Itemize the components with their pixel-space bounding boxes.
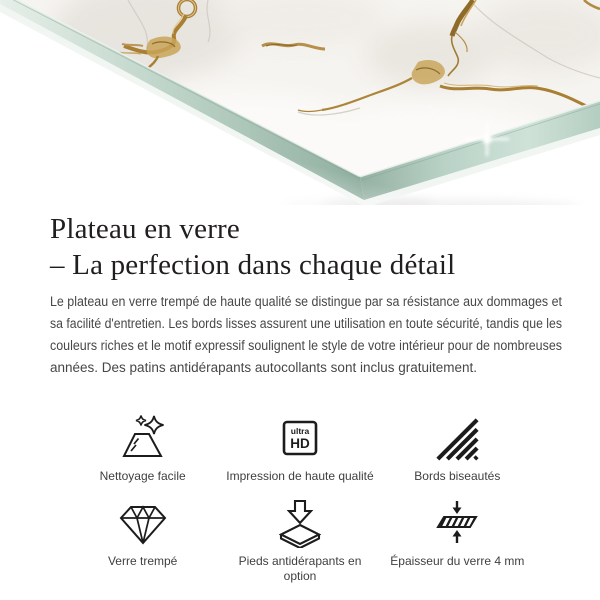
feature-beveled-edges	[379, 415, 536, 484]
feature-glass-thickness	[379, 500, 536, 584]
beveled-edges-icon	[434, 415, 480, 461]
page-title	[50, 211, 550, 283]
feature-label: Impression de haute qualité	[226, 469, 374, 483]
feature-label: Pieds antidérapants en option	[238, 554, 362, 583]
description-line: Le plateau en verre trempé de haute qualité se distingue par sa résistance aux dommages et	[50, 294, 562, 309]
ultra-hd-icon	[276, 414, 324, 462]
description-line: années. Des patins antidérapants autocollants sont inclus gratuitement.	[50, 360, 478, 375]
feature-print-quality	[221, 415, 378, 484]
product-description-text	[50, 291, 562, 379]
feature-tempered-glass	[64, 500, 221, 584]
ultra-hd-icon-text-top: ultra	[290, 426, 310, 436]
page-title-line-1: Plateau en verre	[50, 213, 240, 245]
feature-grid	[50, 415, 550, 584]
easy-cleaning-icon	[119, 414, 167, 462]
glass-panel-illustration	[0, 0, 600, 205]
tempered-glass-icon	[119, 499, 167, 547]
anti-slip-feet-icon	[276, 498, 324, 548]
hero-image	[0, 0, 600, 205]
product-info-section	[0, 211, 600, 584]
feature-label: Verre trempé	[107, 554, 178, 568]
ultra-hd-icon-text-bottom: HD	[290, 436, 310, 451]
feature-label: Nettoyage facile	[99, 469, 186, 483]
description-line: couleurs riches et le motif expressif soulignent le style de votre intérieur pour de nombreuses	[50, 338, 562, 353]
feature-easy-cleaning	[64, 415, 221, 484]
description-line: sa facilité d'entretien. Les bords lisses assurent une utilisation en toute sécurité, tandis que les	[50, 316, 562, 331]
feature-label: Épaisseur du verre 4 mm	[390, 554, 525, 568]
feature-anti-slip-feet	[221, 500, 378, 584]
glass-thickness-icon	[433, 499, 481, 547]
feature-label: Bords biseautés	[414, 469, 501, 483]
page-title-line-2: – La perfection dans chaque détail	[50, 249, 456, 281]
